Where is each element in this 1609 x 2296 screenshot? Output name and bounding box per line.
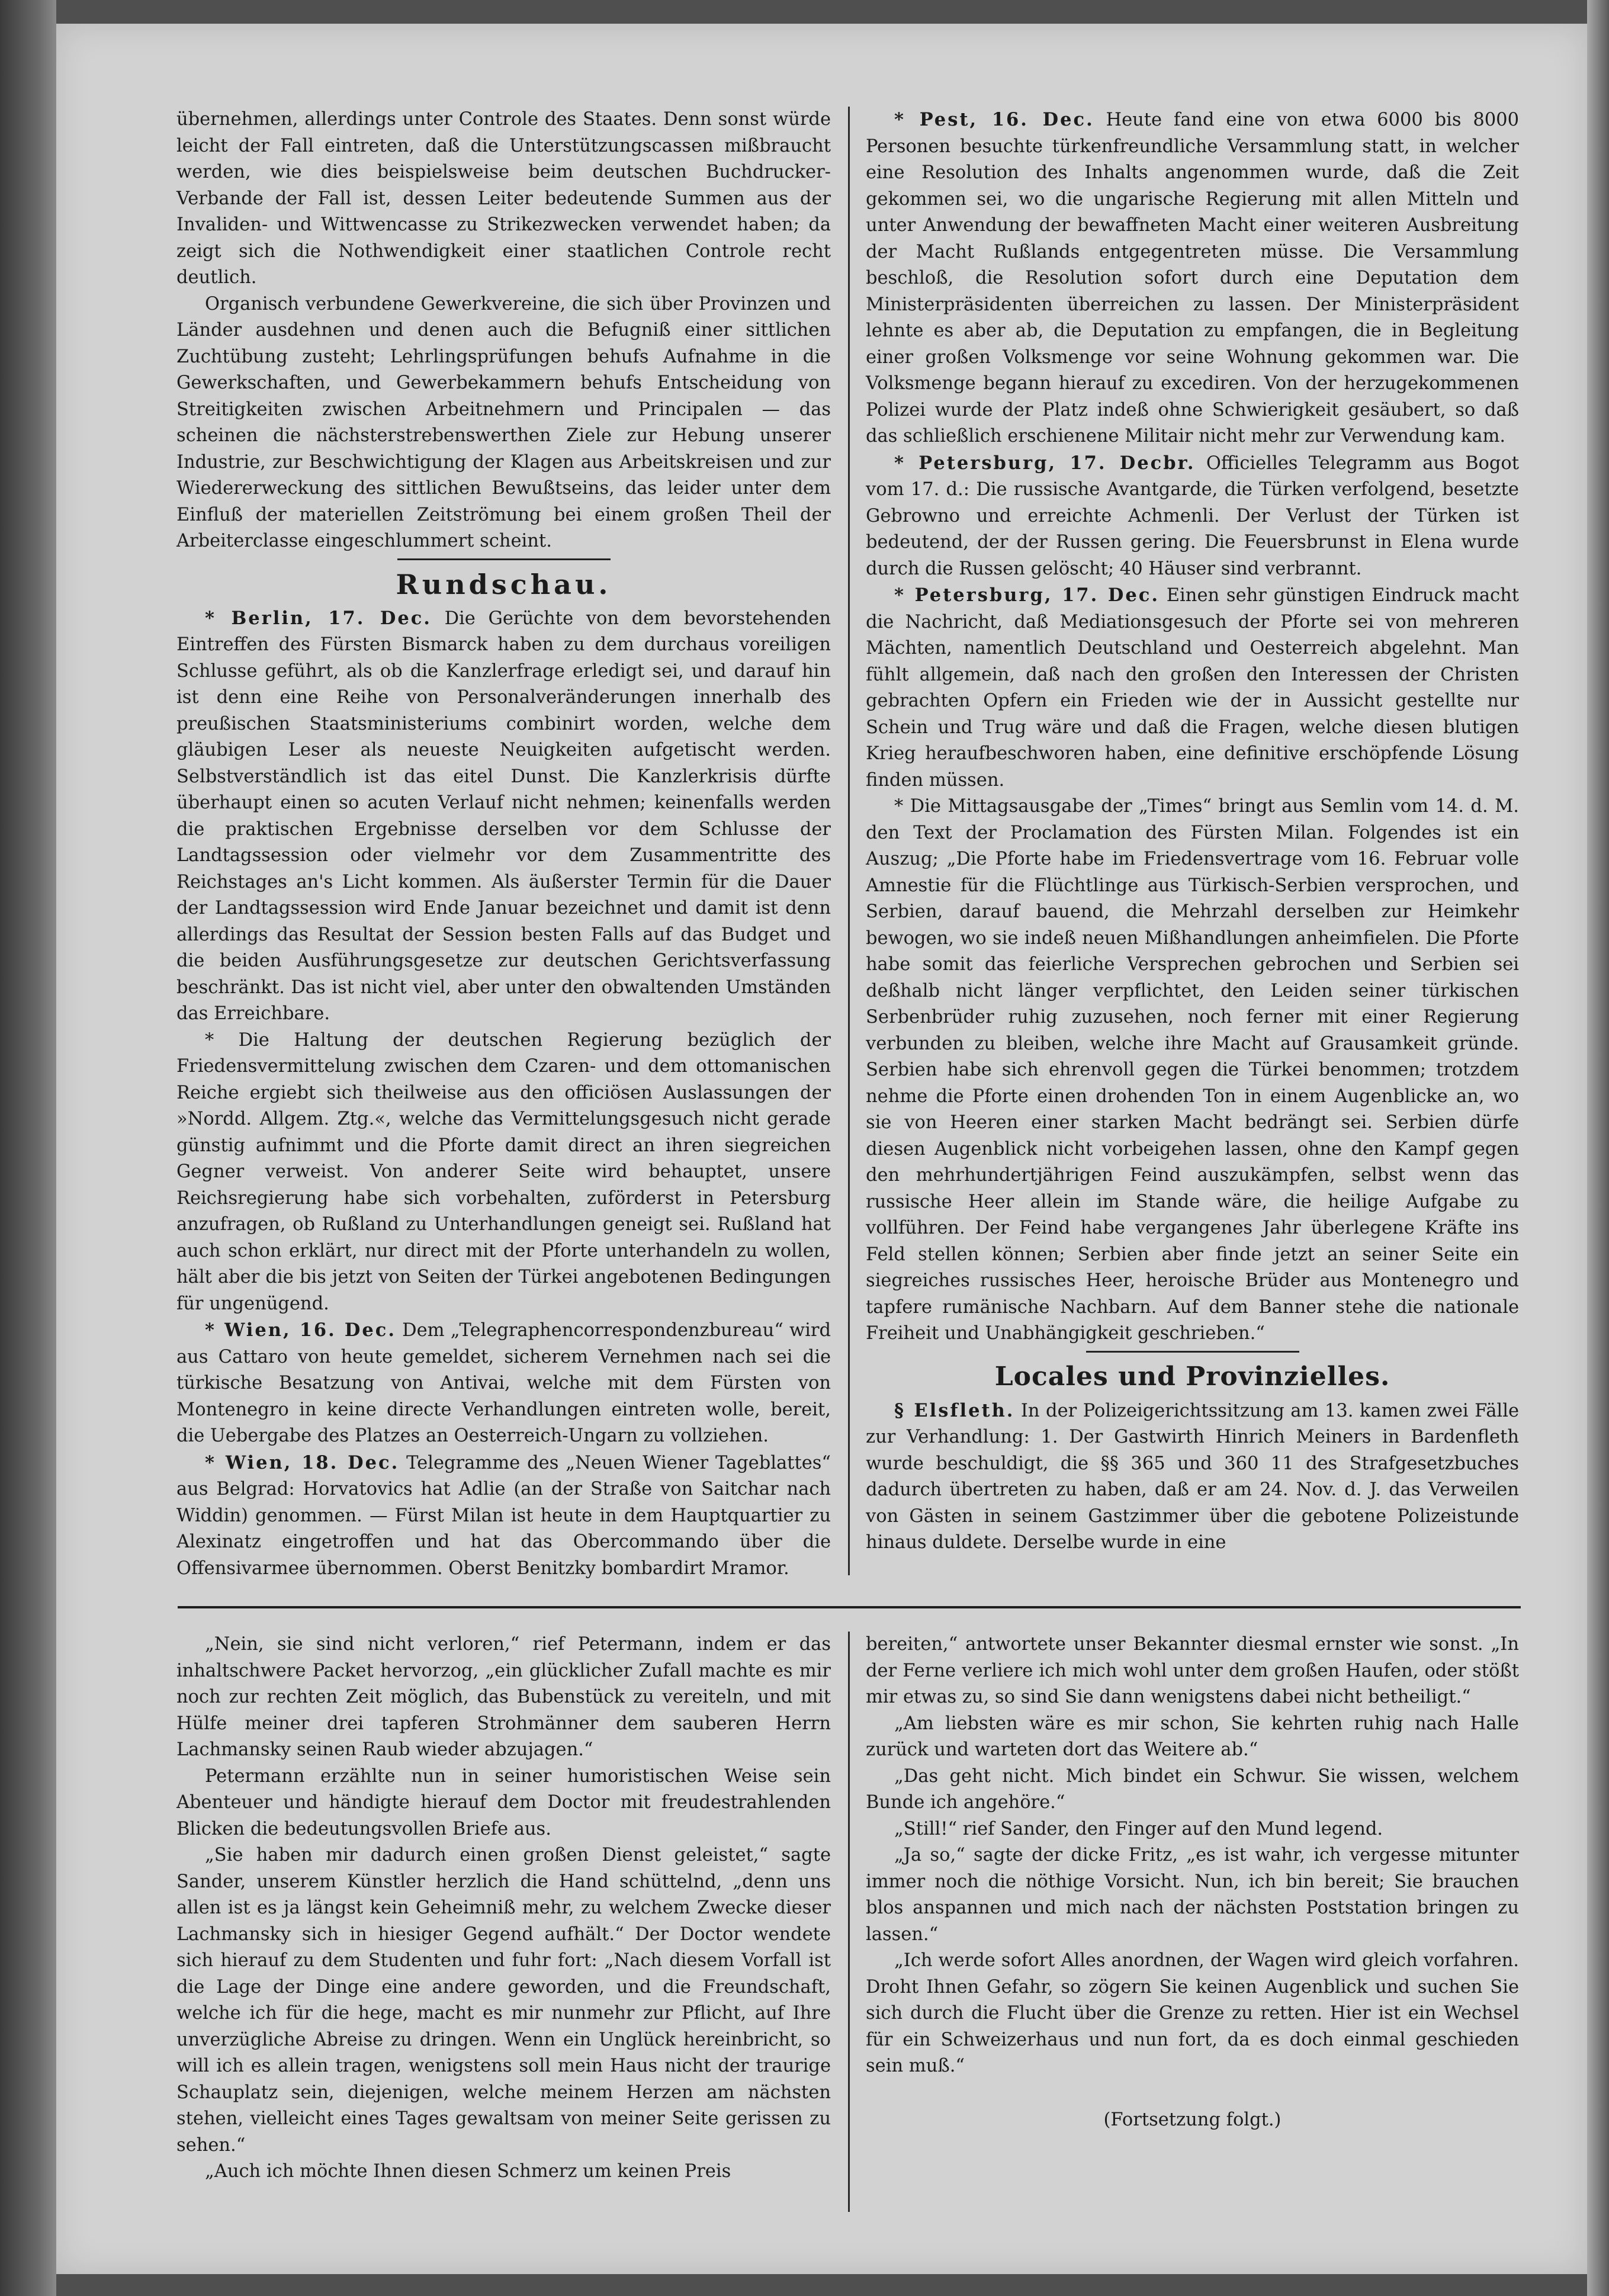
column-divider-bottom	[848, 1632, 850, 2212]
section-heading-rundschau: Rundschau.	[396, 568, 612, 601]
page-gutter-left	[0, 0, 56, 2296]
section-heading-locales: Locales und Provinzielles.	[994, 1361, 1390, 1392]
story-paragraph: „Sie haben mir dadurch einen großen Dienst geleistet,“ sagte Sander, unserem Künstler herzlich die Hand schüttelnd, „denn uns allen ist es ja längst kein Geheimniß mehr, zu welchem Zwecke dieser Lachmansky sich in hiesiger Gegend aufhält.“ Der Doctor wendete sich hierauf zu dem Studenten und fuhr fort: „Nach diesem Vorfall ist die Lage der Dinge eine andere geworden, und die Freundschaft, welche ich für die hege, macht es mir nunmehr zur Pflicht, auf Ihre unverzügliche Abreise zu dringen. Wenn ein Unglück hereinbricht, so will ich es allein tragen, wenigstens soll mein Haus nicht der traurige Schauplatz sein, diejenigen, welche meinem Herzen am nächsten stehen, vielleicht eines Tages gewaltsam von meiner Seite gerissen zu sehen.“	[176, 1845, 831, 2156]
story-paragraph: „Ja so,“ sagte der dicke Fritz, „es ist wahr, ich vergesse mitunter immer noch die nöthige Vorsicht. Nun, ich bin bereit; Sie brauchen blos anspannen und mich nach der nächsten Poststation bringen zu lassen.“	[866, 1845, 1519, 1945]
news-item-haltung: * Die Haltung der deutschen Regierung bezüglich der Friedensvermittelung zwischen dem Czaren- und dem ottomanischen Reiche ergiebt sich theilweise aus den officiösen Auslassungen der »Nordd. Allgem. Ztg.«, welche das Vermittelungsgesuch nicht gerade günstig aufnimmt und die Pforte damit direct an ihren siegreichen Gegner verweist. Von anderer Seite wird behauptet, unsere Reichsregierung habe sich vorbehalten, zuförderst in Petersburg anzufragen, ob Rußland zu Unterhandlungen geneigt sei. Rußland hat auch schon erklärt, nur direct mit der Pforte unterhandeln zu wollen, hält aber die bis jetzt von Seiten der Türkei angebotenen Bedingungen für ungenügend.	[176, 1029, 831, 1314]
news-text: Einen sehr günstigen Eindruck macht die Nachricht, daß Mediationsgesuch der Pforte sei von mehreren Mächten, namentlich Deutschland und Oesterreich abgelehnt. Man fühlt allgemein, daß nach den großen den Interessen der Christen gebrachten Opfern ein Frieden wie der in Aussicht gestellte nur Schein und Trug wäre und daß die Fragen, welche diesen blutigen Krieg heraufbeschworen haben, eine definitive erschöpfende Lösung finden müssen.	[866, 585, 1519, 791]
news-text: Dem „Telegraphencorrespondenzbureau“ wird aus Cattaro von heute gemeldet, sicherem Vernehmen nach sei die türkische Besatzung von Antivai, welche mit dem Fürsten von Montenegro in keine directe Verhandlungen eintreten wolle, bereit, die Uebergabe des Platzes an Oesterreich-Ungarn zu vollziehen.	[176, 1320, 831, 1446]
dateline: * Petersburg, 17. Dec.	[894, 585, 1160, 606]
news-text: Heute fand eine von etwa 6000 bis 8000 Personen besuchte türkenfreundliche Versammlung statt, in welcher eine Resolution des Inhalts angenommen wurde, daß die Zeit gekommen sei, wo die ungarische Regierung mit allen Mitteln und unter Anwendung der bewaffneten Macht einer weiteren Ausbreitung der Macht Rußlands entgegentreten müsse. Die Versammlung beschloß, die Resolution sofort durch eine Deputation dem Ministerpräsidenten überreichen zu lassen. Der Ministerpräsident lehnte es aber ab, die Deputation zu empfangen, die in Begleitung einer großen Volksmenge vor seine Wohnung gekommen war. Die Volksmenge begann hierauf zu excediren. Von der herzugekommenen Polizei wurde der Platz indeß ohne Schwierigkeit gesäubert, so daß das schließlich erschienene Militair nicht mehr zur Verwendung kam.	[866, 110, 1519, 447]
news-column-left	[176, 107, 831, 1582]
story-paragraph: „Das geht nicht. Mich bindet ein Schwur. Sie wissen, welchem Bunde ich angehöre.“	[866, 1765, 1519, 1813]
story-paragraph: „Ich werde sofort Alles anordnen, der Wagen wird gleich vorfahren. Droht Ihnen Gefahr, so zögern Sie keinen Augenblick und suchen Sie sich durch die Flucht über die Grenze zu retten. Hier ist ein Wechsel für ein Schweizerhaus und nun fort, da es doch einmal geschieden sein muß.“	[866, 1950, 1519, 2076]
article-paragraph: Organisch verbundene Gewerkvereine, die sich über Provinzen und Länder ausdehnen und denen auch die Befugniß einer sittlichen Zuchtübung zusteht; Lehrlingsprüfungen behufs Aufnahme in die Gewerkschaften, und Gewerbekammern behufs Entscheidung von Streitigkeiten zwischen Arbeitnehmern und Principalen — das scheinen die nächsterstrebenswerthen Ziele zur Hebung unserer Industrie, zur Beschwichtigung der Klagen aus Arbeitskreisen und zur Wiedererweckung des sittlichen Bewußtseins, das leider unter dem Einfluß der materiellen Zeitströmung bei einem großen Theil der Arbeiterclasse eingeschlummert scheint.	[176, 293, 831, 551]
dateline: * Pest, 16. Dec.	[894, 109, 1094, 130]
news-item-wien-18	[176, 1450, 831, 1582]
section-rule	[1086, 1351, 1299, 1353]
story-paragraph: „Still!“ rief Sander, den Finger auf den Mund legend.	[894, 1818, 1383, 1839]
article-paragraph: übernehmen, allerdings unter Controle des Staates. Denn sonst würde leicht der Fall eintreten, daß die Unterstützungscassen mißbraucht werden, wie dies beispielsweise beim deutschen Buchdrucker-Verbande der Fall ist, dessen Leiter bedeutende Summen aus der Invaliden- und Wittwencasse zu Strikezwecken verwendet haben; da zeigt sich die Nothwendigkeit einer staatlichen Controle recht deutlich.	[176, 109, 831, 288]
news-text: In der Polizeigerichtssitzung am 13. kamen zwei Fälle zur Verhandlung: 1. Der Gastwirth Hinrich Meiners in Bardenfleth wurde beschuldigt, die §§ 365 und 360 11 des Strafgesetzbuches dadurch übertreten zu haben, daß er am 24. Nov. d. J. das Verweilen von Gästen in seinem Gastzimmer über die gebotene Polizeistunde hinaus duldete. Derselbe wurde in eine	[866, 1400, 1519, 1553]
news-item-pest	[866, 107, 1519, 450]
continuation-note: (Fortsetzung folgt.)	[1103, 2109, 1282, 2130]
dateline: * Berlin, 17. Dec.	[205, 607, 432, 629]
dateline: * Wien, 18. Dec.	[205, 1452, 400, 1473]
story-paragraph: „Nein, sie sind nicht verloren,“ rief Petermann, indem er das inhaltschwere Packet hervorzog, „ein glücklicher Zufall machte es mir noch zur rechten Zeit möglich, das Bubenstück zu vereiteln, und mit Hülfe meiner drei tapferen Strohmänner dem sauberen Herrn Lachmansky seinen Raub wieder abzujagen.“	[176, 1634, 831, 1760]
page-edge-right	[1587, 0, 1609, 2296]
news-text: Die Gerüchte von dem bevorstehenden Eintreffen des Fürsten Bismarck haben zu dem durchaus voreiligen Schlusse geführt, als ob die Kanzlerfrage erledigt sei, und darauf hin ist denn eine Reihe von Personalveränderungen innerhalb des preußischen Staatsministeriums combinirt worden, welche dem gläubigen Leser als neueste Neuigkeiten aufgetischt werden. Selbstverständlich ist das eitel Dunst. Die Kanzlerkrisis dürfte überhaupt einen so acuten Verlauf nicht nehmen; keinenfalls werden die praktischen Ergebnisse derselben vor dem Schlusse der Landtagssession oder vielmehr vor dem Zusammentritte des Reichstages an's Licht kommen. Als äußerster Termin für die Dauer der Landtagssession wird Ende Januar bezeichnet und damit ist denn allerdings das Resultat der Session besten Falls auf das Budget und die beiden Ausführungsgesetze zur deutschen Gerichtsverfassung beschränkt. Das ist nicht viel, aber unter den obwaltenden Umständen das Erreichbare.	[176, 608, 831, 1024]
story-paragraph: bereiten,“ antwortete unser Bekannter diesmal ernster wie sonst. „In der Ferne verliere ich mich wohl unter dem großen Haufen, oder stößt mir etwas zu, so sind Sie dann wenigstens dabei nicht betheiligt.“	[866, 1634, 1519, 1707]
dateline: * Petersburg, 17. Decbr.	[894, 452, 1196, 474]
news-column-right	[866, 107, 1519, 1556]
feuilleton-column-left	[176, 1632, 831, 2185]
news-text: Telegramme des „Neuen Wiener Tageblattes“ aus Belgrad: Horvatovics hat Adlie (an der Straße von Saitchar nach Widdin) genommen. — Fürst Milan ist heute in dem Hauptquartier zu Alexinatz eingetroffen und hat das Obercommando über die Offensivarmee übernommen. Oberst Benitzky bombardirt Mramor.	[176, 1452, 831, 1579]
section-rule	[397, 558, 611, 560]
news-text: Officielles Telegramm aus Bogot vom 17. d.: Die russische Avantgarde, die Türken verfolgend, besetzte Gebrowno und erreichte Achmenli. Der Verlust der Türken ist bedeutend, der der Russen gering. Die Feuersbrunst in Elena wurde durch die Russen gelöscht; 40 Häuser sind verbrannt.	[866, 452, 1520, 579]
dateline: § Elsfleth.	[894, 1399, 1015, 1421]
news-item-times: * Die Mittagsausgabe der „Times“ bringt aus Semlin vom 14. d. M. den Text der Proclamation des Fürsten Milan. Folgendes ist ein Auszug; „Die Pforte habe im Friedensvertrage vom 16. Februar volle Amnestie für die Flüchtlinge aus Türkisch-Serbien versprochen, und Serbien, darauf bauend, die Mehrzahl derselben zur Heimkehr bewogen, wo sie indeß neuen Mißhandlungen anheimfielen. Die Pforte habe somit das feierliche Versprechen gebrochen und Serbien sei deßhalb nicht länger verpflichtet, den Leiden seiner türkischen Serbenbrüder ruhig zuzusehen, noch ferner mit einer Regierung verbunden zu bleiben, welche ihre Macht auf Grausamkeit gründe. Serbien habe sich ehrenvoll gegen die Türkei benommen; trotzdem nehme die Pforte einen drohenden Ton in einem Augenblicke an, wo sie von Heeren einer starken Macht bedrängt sei. Serbien dürfe diesen Augenblick nicht vorbeigehen lassen, ohne den Kampf gegen den mehrhundertjährigen Feind auszukämpfen, selbst wenn das russische Heer allein im Stande wäre, die heilige Aufgabe zu vollführen. Der Feind habe vergangenes Jahr überlegene Kräfte ins Feld stellen können; Serbien aber finde jetzt an seiner Seite ein siegreiches russisches Heer, heroische Brüder aus Montenegro und tapfere rumänische Nachbarn. Auf dem Banner stehe die nationale Freiheit und Unabhängigkeit geschrieben.“	[866, 796, 1519, 1344]
news-item-elsfleth	[866, 1398, 1519, 1556]
feuilleton-separator	[178, 1606, 1521, 1608]
story-paragraph: „Am liebsten wäre es mir schon, Sie kehrten ruhig nach Halle zurück und warteten dort das Weitere ab.“	[866, 1713, 1519, 1760]
news-item-petersburg-2	[866, 582, 1519, 794]
feuilleton-column-right	[866, 1632, 1519, 2133]
story-paragraph: Petermann erzählte nun in seiner humoristischen Weise sein Abenteuer und händigte hierauf dem Doctor mit freudestrahlenden Blicken die bedeutungsvollen Briefe aus.	[176, 1765, 831, 1839]
news-item-wien-16	[176, 1317, 831, 1450]
news-item-berlin	[176, 605, 831, 1027]
dateline: * Wien, 16. Dec.	[205, 1319, 396, 1341]
news-item-petersburg-1	[866, 450, 1519, 583]
story-paragraph: „Auch ich möchte Ihnen diesen Schmerz um keinen Preis	[205, 2161, 731, 2182]
column-divider-top	[848, 107, 850, 1575]
